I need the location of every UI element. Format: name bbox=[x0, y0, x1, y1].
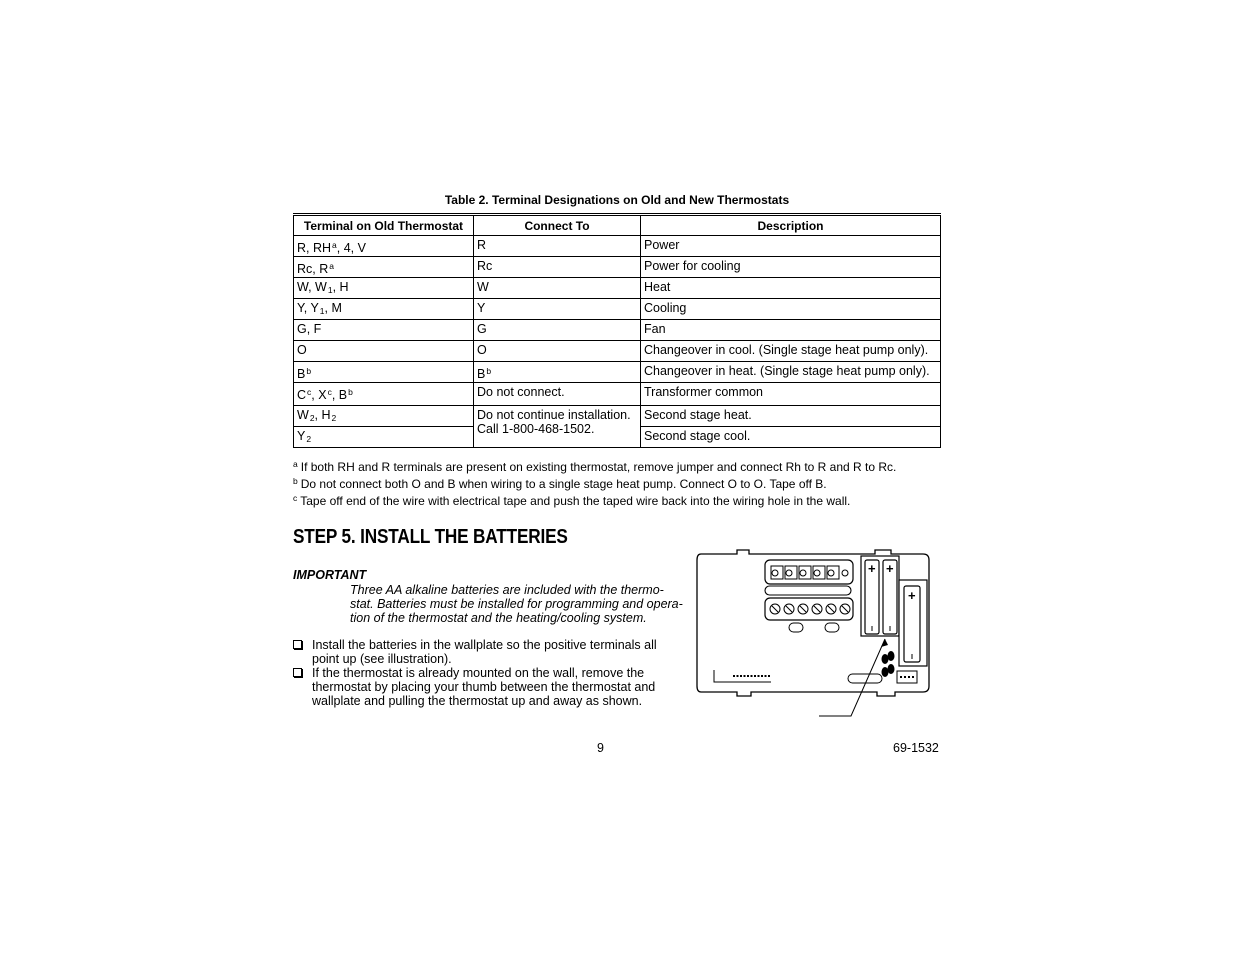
description-cell: Heat bbox=[641, 278, 941, 299]
step-heading: STEP 5. INSTALL THE BATTERIES bbox=[293, 526, 568, 548]
connect-to-cell: Rc bbox=[474, 257, 641, 278]
footnote: $^c$ Tape off end of the wire with electrical tape and push the taped wire back into the wiring hole in the wall. bbox=[293, 493, 851, 508]
battery-icon bbox=[904, 586, 920, 662]
connect-to-cell: G bbox=[474, 320, 641, 341]
table-row bbox=[294, 406, 941, 427]
description-cell: Cooling bbox=[641, 299, 941, 320]
connect-to-cell: Y bbox=[474, 299, 641, 320]
table-row bbox=[294, 362, 941, 383]
footnote: $^a$ If both RH and R terminals are present on existing thermostat, remove jumper and connect Rh to R and R to Rc. bbox=[293, 459, 897, 474]
connect-to-cell: Do not continue installation. Call 1-800-468-1502. bbox=[474, 406, 641, 448]
connect-to-cell: W bbox=[474, 278, 641, 299]
table-header-row bbox=[294, 215, 941, 236]
old-terminal-cell: $Y_2$ bbox=[294, 427, 474, 448]
old-terminal-cell: R, $RH^a$, 4, V bbox=[294, 236, 474, 257]
mounting-hole bbox=[789, 623, 803, 632]
description-cell: Power bbox=[641, 236, 941, 257]
old-terminal-cell: Y, $Y_1$, M bbox=[294, 299, 474, 320]
footnote: $^b$ Do not connect both O and B when wiring to a single stage heat pump. Connect O to O. Tape off B. bbox=[293, 476, 827, 491]
table-row bbox=[294, 341, 941, 362]
terminal-designations-table bbox=[293, 213, 941, 448]
important-label: IMPORTANT bbox=[293, 568, 367, 582]
old-terminal-cell: W, $W_1$, H bbox=[294, 278, 474, 299]
description-cell: Second stage cool. bbox=[641, 427, 941, 448]
old-terminal-cell: G, F bbox=[294, 320, 474, 341]
bottom-terminal-block bbox=[765, 598, 853, 620]
table-row bbox=[294, 383, 941, 406]
old-terminal-cell: Rc, $R^a$ bbox=[294, 257, 474, 278]
document-number: 69-1532 bbox=[893, 741, 939, 755]
checkbox-bullet-icon bbox=[293, 640, 302, 649]
description-cell: Transformer common bbox=[641, 383, 941, 406]
description-cell: Changeover in cool. (Single stage heat pump only). bbox=[641, 341, 941, 362]
description-cell: Power for cooling bbox=[641, 257, 941, 278]
table-row bbox=[294, 299, 941, 320]
battery-icon bbox=[883, 560, 897, 634]
battery-icon bbox=[865, 560, 879, 634]
wire-slot bbox=[765, 586, 851, 595]
old-terminal-cell: O bbox=[294, 341, 474, 362]
description-cell: Second stage heat. bbox=[641, 406, 941, 427]
connect-to-cell: O bbox=[474, 341, 641, 362]
wallplate-battery-illustration bbox=[695, 546, 933, 722]
connect-to-cell: Do not connect. bbox=[474, 383, 641, 406]
mounting-hole bbox=[825, 623, 839, 632]
old-terminal-cell: $W_2$, $H_2$ bbox=[294, 406, 474, 427]
table-row bbox=[294, 257, 941, 278]
table-footnotes bbox=[293, 457, 953, 508]
release-slot bbox=[848, 674, 882, 683]
header-connect-to: Connect To bbox=[474, 215, 641, 236]
svg-text:+: + bbox=[886, 561, 894, 576]
header-description: Description bbox=[641, 215, 941, 236]
table-row bbox=[294, 320, 941, 341]
checkbox-bullet-icon bbox=[293, 668, 302, 677]
list-item: If the thermostat is already mounted on the wall, remove the thermostat by placing your thumb between the thermostat and wallplate and pulling the thermostat up and away as shown. bbox=[293, 666, 683, 708]
table-row bbox=[294, 278, 941, 299]
old-terminal-cell: $C^c$, $X^c$, $B^b$ bbox=[294, 383, 474, 406]
description-cell: Changeover in heat. (Single stage heat pump only). bbox=[641, 362, 941, 383]
connect-to-cell: $B^b$ bbox=[474, 362, 641, 383]
table-caption: Table 2. Terminal Designations on Old and New Thermostats bbox=[444, 193, 790, 207]
svg-text:+: + bbox=[868, 561, 876, 576]
list-item: Install the batteries in the wallplate so the positive terminals all point up (see illustration). bbox=[293, 638, 683, 666]
description-cell: Fan bbox=[641, 320, 941, 341]
table-row bbox=[294, 236, 941, 257]
old-terminal-cell: $B^b$ bbox=[294, 362, 474, 383]
connect-to-cell: R bbox=[474, 236, 641, 257]
page-number: 9 bbox=[597, 741, 604, 755]
header-old-terminal: Terminal on Old Thermostat bbox=[294, 215, 474, 236]
important-note: Three AA alkaline batteries are included with the thermo- stat. Batteries must be installed for programming and opera- tion of the thermostat and the heating/cooling system. bbox=[350, 583, 683, 625]
top-terminal-block bbox=[765, 560, 853, 584]
svg-text:+: + bbox=[908, 588, 916, 603]
instruction-list bbox=[293, 638, 683, 708]
